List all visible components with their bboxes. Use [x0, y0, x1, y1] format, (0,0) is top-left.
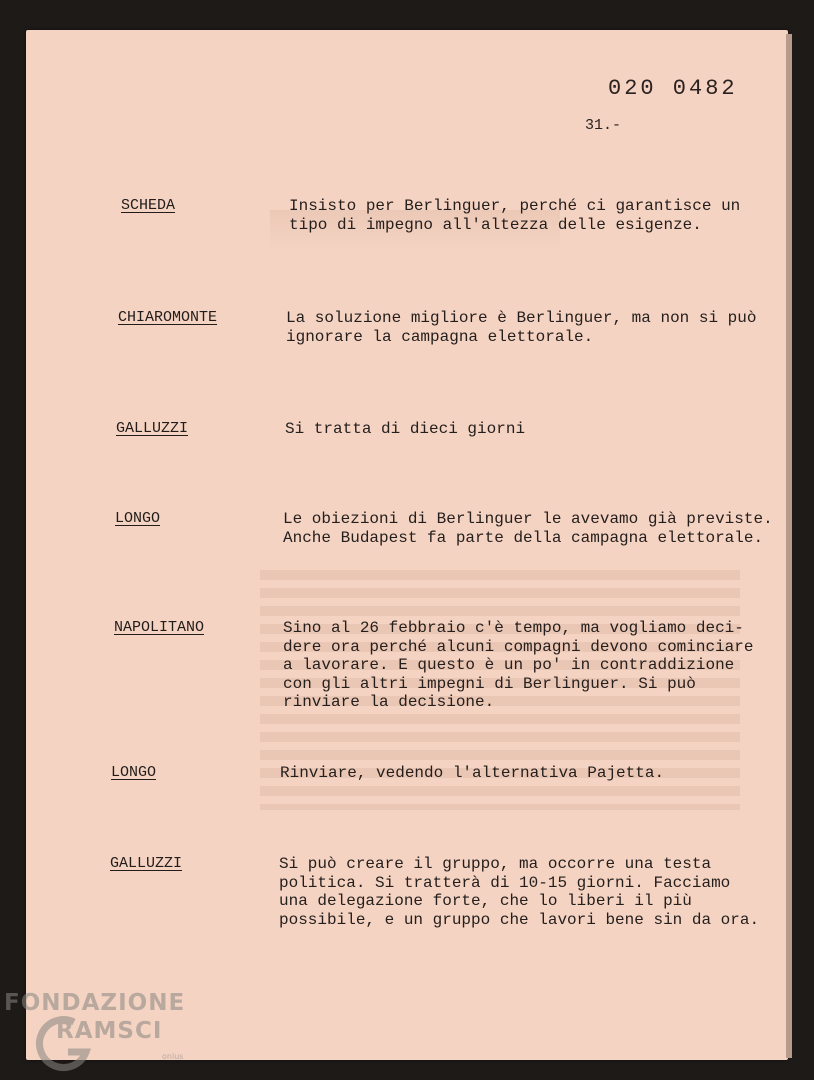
speech-text: La soluzione migliore è Berlinguer, ma non si può ignorare la campagna elettorale. — [286, 309, 757, 346]
speaker-name: SCHEDA — [121, 197, 176, 214]
page-number: 31.- — [585, 117, 622, 134]
speech-text: Insisto per Berlinguer, perché ci garantisce un tipo di impegno all'altezza delle esigenze. — [289, 197, 741, 234]
speaker-name: LONGO — [115, 510, 161, 527]
speech-text: Si tratta di dieci giorni — [285, 420, 526, 438]
document-number: 020 0482 — [608, 76, 738, 101]
speech-text: Sino al 26 febbraio c'è tempo, ma vogliamo deci- dere ora perché alcuni compagni devono cominciare a lavorare. E questo è un po' in contraddizione con gli altri impegni di Berlinguer. Si può rinviare la decisione. — [283, 619, 754, 711]
logo-line-1: FONDAZIONE — [4, 990, 186, 1016]
speaker-name: CHIAROMONTE — [118, 309, 218, 326]
speech-text: Le obiezioni di Berlinguer le avevamo già previste. Anche Budapest fa parte della campagna elettorale. — [283, 510, 773, 547]
fondazione-gramsci-logo — [4, 990, 204, 1076]
speaker-name: GALLUZZI — [110, 855, 183, 872]
logo-line-2: RAMSCI — [56, 1018, 163, 1044]
speech-text: Si può creare il gruppo, ma occorre una testa politica. Si tratterà di 10-15 giorni. Facciamo una delegazione forte, che lo liberi il più possibile, e un gruppo che lavori bene sin da ora. — [279, 855, 760, 929]
speaker-name: NAPOLITANO — [114, 619, 205, 636]
speech-text: Rinviare, vedendo l'alternativa Pajetta. — [280, 764, 665, 782]
speaker-name: LONGO — [111, 764, 157, 781]
page-edge — [786, 34, 792, 1058]
speaker-name: GALLUZZI — [116, 420, 189, 437]
logo-line-3: onlus — [162, 1052, 184, 1061]
